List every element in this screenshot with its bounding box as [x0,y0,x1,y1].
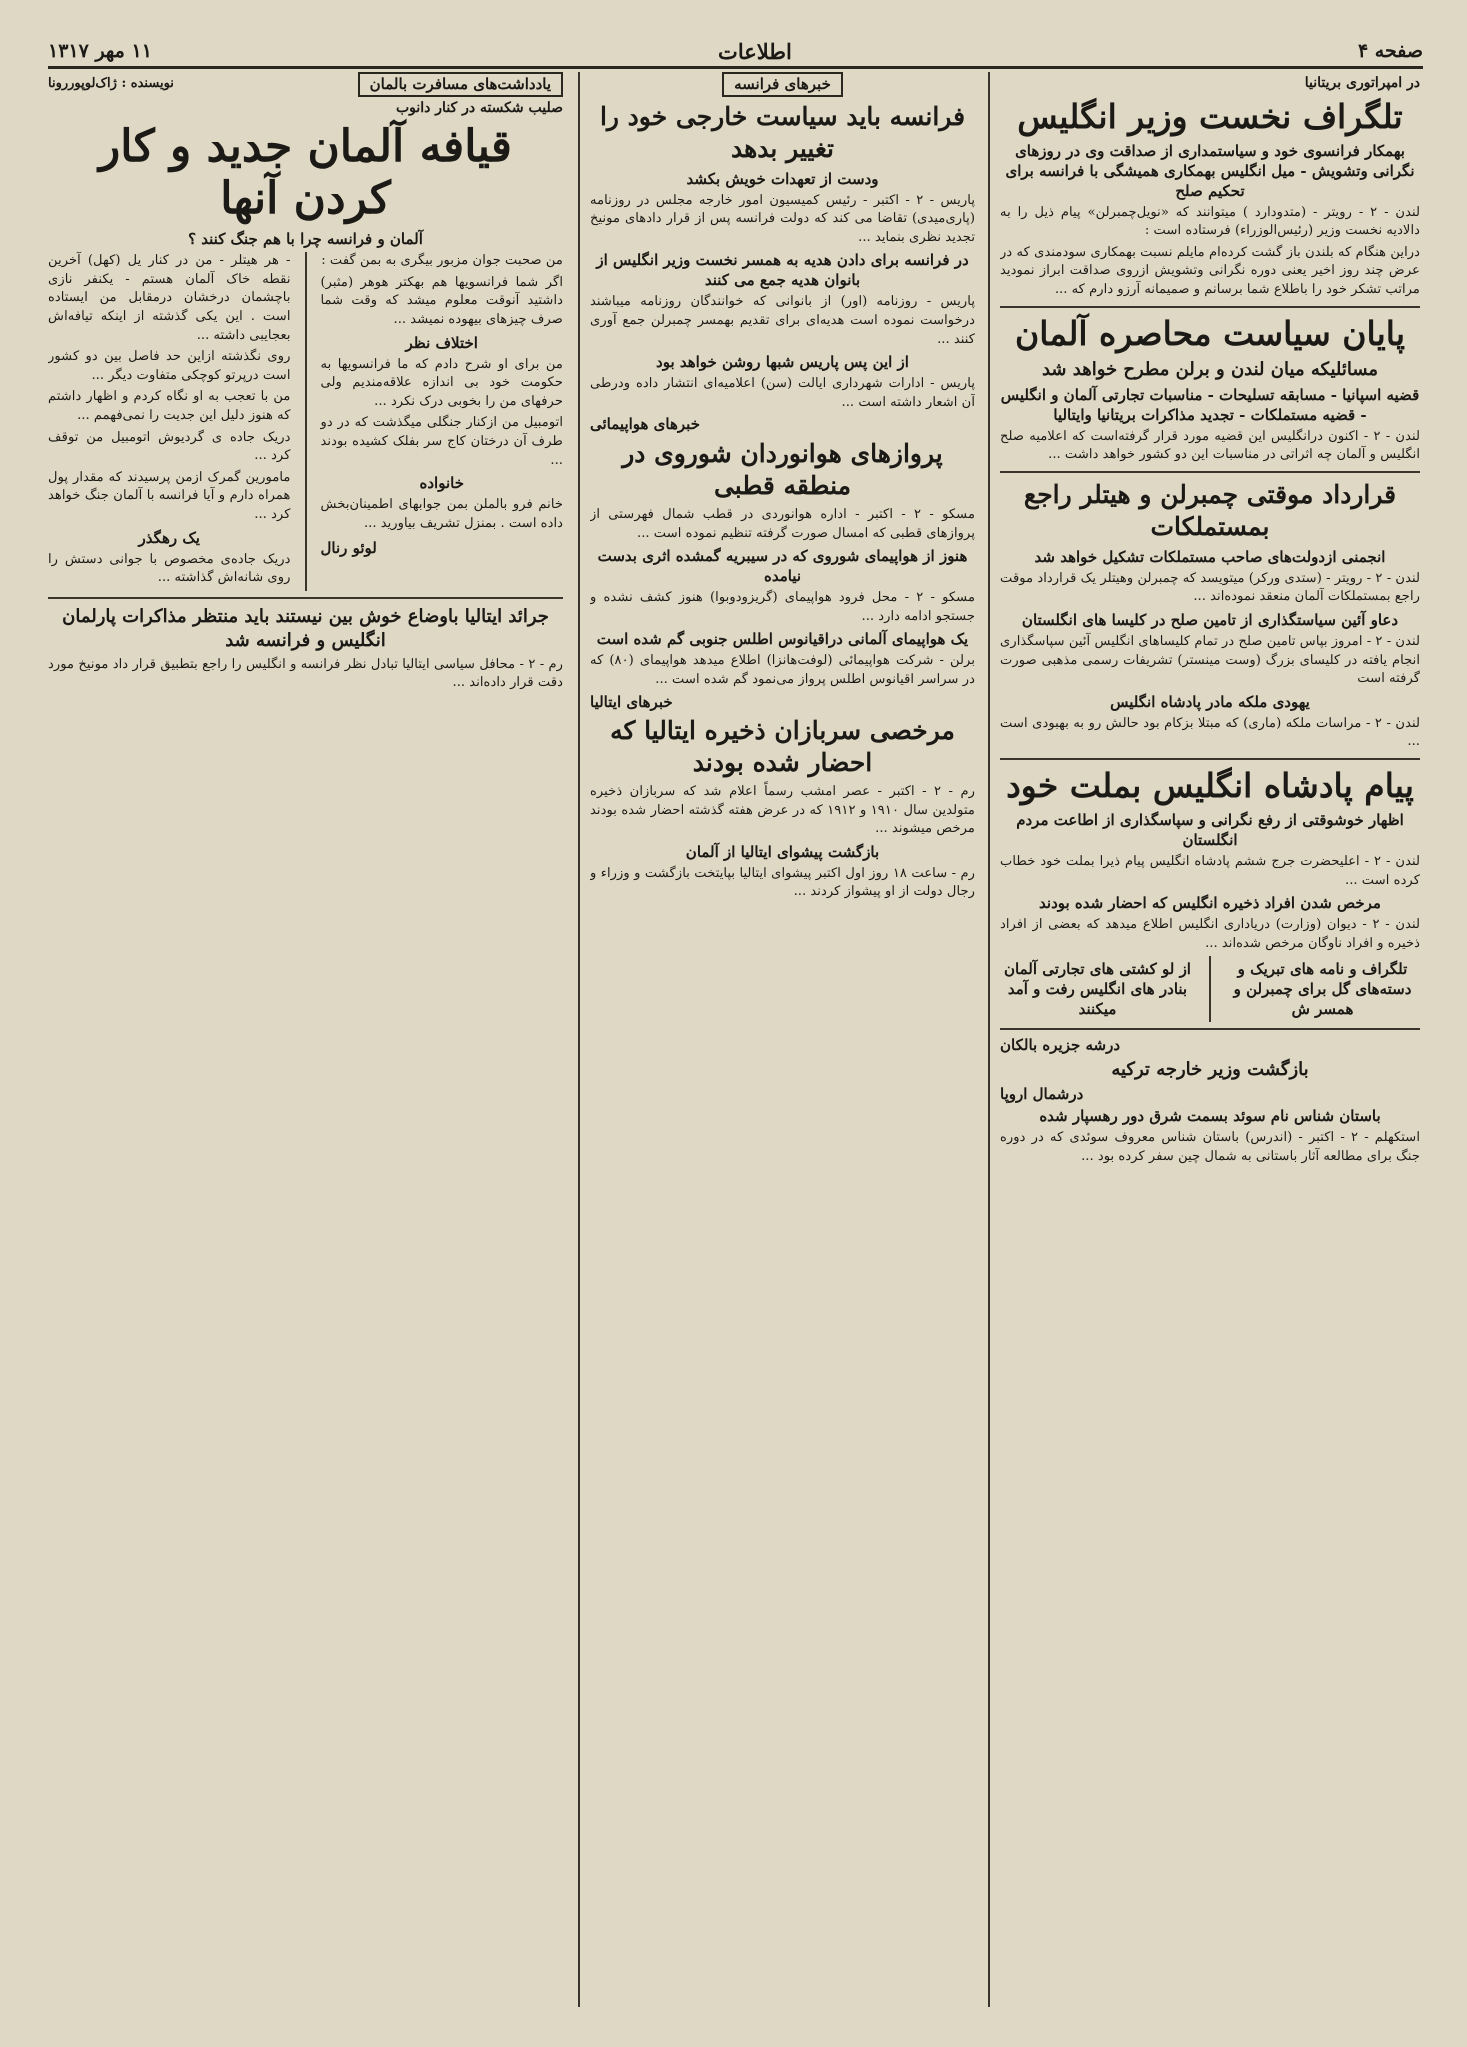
issue-date: ۱۱ مهر ۱۳۱۷ [48,40,152,62]
subheadline-inset-chamberlain: تلگراف و نامه های تبریک و دسته‌های گل برای چمبرلن و همسر ش [1233,960,1412,1019]
subheadline-duce-return: بازگشت پیشوای ایتالیا از آلمان [685,842,880,861]
article-paragraph: لندن - ۲ - مراسات ملکه (ماری) که مبتلا بزکام بود حالش رو به بهبودی است ... [1000,715,1420,750]
section-tag-travel: یادداشت‌های مسافرت بالمان [358,72,563,97]
divider [1000,306,1420,308]
article-paragraph: اتومبیل من ازکنار جنگلی میگذشت که در دو طرف آن درختان کاج سر بفلک کشیده بودند ... [320,415,563,468]
subheadline-gift: در فرانسه برای دادن هدیه به همسر نخست وزیر انگلیس از بانوان هدیه جمع می کنند [596,251,969,290]
column-germany-notes [48,72,563,2007]
article-paragraph: دریک جاده‌ی مخصوص با جوانی دستش را روی شانه‌اش گذاشته ... [48,551,291,586]
section-kicker: در امپراتوری بریتانیا [1304,75,1420,91]
section-tag-italy: خبرهای ایتالیا [590,692,673,711]
divider [1000,471,1420,473]
section-tag-north-europe: درشمال اروپا [1000,1084,1084,1103]
headline-encirclement: پایان سیاست محاصره آلمان [1014,313,1406,353]
subheadline-king-message: اظهار خوشوقتی از رفع نگرانی و سپاسگذاری از اطاعت مردم انگلستان [1016,810,1404,849]
article-paragraph: - هر هیتلر - من در کنار یل (کهل) آخرین نقطه خاک آلمان هستم - یکنفر نازی باچشمان درخشان درمقابل من ایستاده است . این یکی گذشته از اینکه تیافه‌اش بعجایبی داشته ... [48,253,291,343]
article-paragraph: لندن - ۲ - رویتر - (متدودارد ) میتوانند که «نویل‌چمبرلن» پیام ذیل را به دالادیه نخست وزیر (رئیس‌الوزراء) فرستاده است : [1000,204,1420,239]
subheadline-disagreement: اختلاف نظر [405,333,478,352]
subheadline-archaeologist: باستان شناس نام سوئد بسمت شرق دور رهسپار شده [1039,1107,1381,1126]
article-paragraph: پاریس - ادارات شهرداری ایالت (سن) اعلامیه‌ای انتشار داده ودرطی آن اشعار داشته است ... [590,376,975,410]
subheadline-why-war: آلمان و فرانسه چرا با هم جنگ کنند ؟ [188,230,423,249]
subheadline-issues: قضیه اسپانیا - مسابقه تسلیحات - مناسبات تجارتی آلمان و انگلیس - قضیه مستملکات - تجدید مذاکرات بریتانیا وایتالیا [1000,385,1420,424]
article-paragraph: مامورین گمرک ازمن پرسیدند که مقدار پول همراه دارم و آیا فرانسه با آلمان جنگ خواهد کرد ... [48,469,291,522]
subheadline-inset-ships: از لو کشتی های تجارتی آلمان بنادر های انگلیس رفت و آمد میکنند [1004,960,1191,1019]
section-tag-aviation: خبرهای هواپیمائی [590,415,700,434]
article-paragraph: استکهلم - ۲ - اکتبر - (اندرس) باستان شناس معروف سوئدی که در دوره جنگ برای مطالعه آثار باستانی به شمال چین سفر کرده بود ... [1000,1130,1420,1165]
article-paragraph: رم - ۲ - محافل سیاسی ایتالیا تبادل نظر فرانسه و انگلیس را راجع بتطبیق قرار داد مونیخ مورد دقت قرار داده‌اند ... [48,656,563,691]
article-paragraph: روی نگذشته ازاین حد فاصل بین دو کشور است درپرتو کوچکی متفاوت دیگر ... [48,349,291,383]
article-paragraph: پاریس - روزنامه (اور) از بانوانی که خوانندگان روزنامه میباشند درخواست نموده است هدیه‌ای برای تقدیم بهمسر چمبرلن جمع آوری کنند ... [590,294,975,347]
article-paragraph: دراین هنگام که بلندن باز گشت کرده‌ام مایلم نسبت بهمکاری سودمندی که در عرض چند روز اخیر یعنی دوره نگرانی وتشویش ازروی صداقت ابراز نمودید مراتب تشکر خود را باطلاع شما برسانم و صمیمانه آرزو دارم که ... [1000,244,1420,297]
subheadline-queen-mother: یهودی ملکه مادر پادشاه انگلیس [1110,692,1310,711]
article-paragraph: رم - ساعت ۱۸ روز اول اکتبر پیشوای ایتالیا بپایتخت بازگشت و وزراء و رجال دولت از او پیشواز کردند ... [590,865,975,900]
subheadline-german-plane: یک هواپیمای آلمانی دراقیانوس اطلس جنوبی گم شده است [596,630,969,649]
column-france [590,72,975,2007]
kicker-danube: صلیب شکسته در کنار دانوب [395,99,563,116]
column-rule [988,72,990,2007]
subheadline-lost-plane: هنوز از هواپیمای شوروی که در سیبریه گمشده اثری بدست نیامده [597,547,968,586]
divider [1000,758,1420,760]
subheadline-colonies: انجمنی ازدولت‌های صاحب مستملکات تشکیل خواهد شد [1034,547,1386,566]
subheadline-passerby: یک رهگذر [138,528,200,547]
subheadline-reserves: مرخص شدن افراد ذخیره انگلیس که احضار شده بودند [1039,894,1381,913]
subheadline-churches: دعاو آئین سیاستگذاری از تامین صلح در کلیسا های انگلستان [1021,610,1399,629]
headline-france-policy: فرانسه باید سیاست خارجی خود را تغییر بدهد [599,101,966,163]
headline-king-message: پیام پادشاه انگلیس بملت خود [1006,765,1414,805]
headline-italy-reserves: مرخصی سربازان ذخیره ایتالیا که احضار شده بودند [610,716,955,778]
article-paragraph: من با تعجب به او نگاه کردم و اظهار داشتم که هنوز دلیل این جدیت را نمی‌فهمم ... [48,389,291,423]
article-paragraph: مسکو - ۲ - محل فرود هواپیمای (گریزودوبوا) هنوز کشف نشده و جستجو ادامه دارد ... [590,590,975,624]
headline-new-germany: قیافه آلمان جدید و کار کردن آنها [99,121,512,225]
signature: لوئو رنال [320,539,377,558]
headline-telegram: تلگراف نخست وزیر انگلیس [1017,96,1403,136]
column-rule [578,72,580,2007]
article-paragraph: رم - ۲ - اکتبر - عصر امشب رسماً اعلام شد که سربازان ذخیره متولدین سال ۱۹۱۰ و ۱۹۱۲ که در عرض هفته گذشته احضار شده بودند مرخص میشوند ... [590,784,975,837]
article-paragraph: لندن - ۲ - اکنون درانگلیس این قضیه مورد قرار گرفته‌است که اعلامیه صلح انگلیس و آلمان چه اثراتی در مناسبات این دو کشور خواهد داشت ... [1000,428,1420,463]
divider [305,252,307,591]
article-paragraph: اگر شما فرانسویها هم بهکتر هوهر (مثبر) داشتید آنوقت معلوم میشد که وقت شما صرف چیزهای بیهوده نمیشد ... [320,274,563,327]
headline-soviet-flights: پروازهای هوانوردان شوروی در منطقه قطبی [622,438,943,500]
divider [1209,956,1211,1022]
column-britain [1000,72,1420,2007]
article-paragraph: لندن - ۲ - دیوان (وزارت) دریاداری انگلیس اطلاع میدهد که بعضی از افراد ذخیره و افراد ناوگان مرخص شده‌اند ... [1000,917,1420,951]
subheadline-france-policy: ودست از تعهدات خویش بکشد [686,169,879,188]
subheadline-telegram: بهمکار فرانسوی خود و سیاستمداری از صداقت وی در روزهای نگرانی وتشویش - میل انگلیس بهمکاری همیشگی با فرانسه برای تحکیم صلح [1005,141,1415,200]
divider [1000,1028,1420,1030]
article-columns [48,252,563,591]
subheadline-london-berlin: مسائلیکه میان لندن و برلن مطرح خواهد شد [1041,358,1379,380]
headline-italian-press: جرائد ایتالیا باوضاع خوش بین نیستند باید منتظر مذاکرات پارلمان انگلیس و فرانسه شد [62,605,549,651]
inset-boxes [1000,956,1420,1022]
page-number: صفحه ۴ [1357,40,1423,62]
article-paragraph: مسکو - ۲ - اکتبر - اداره هوانوردی در قطب شمال فهرستی از پروازهای قطبی که امسال صورت گرفته تنظیم نموده است ... [590,506,975,541]
section-tag-france: خبرهای فرانسه [722,72,843,97]
headline-colonies: قرارداد موقتی چمبرلن و هیتلر راجع بمستملکات [1023,479,1397,541]
subheadline-turkish-minister: بازگشت وزیر خارجه ترکیه [1111,1058,1309,1080]
subheadline-paris-lights: از این پس پاریس شبها روشن خواهد بود [656,353,909,372]
article-paragraph: پاریس - ۲ - اکتبر - رئیس کمیسیون امور خارجه مجلس در روزنامه (پاری‌میدی) تقاضا می کند که دولت فرانسه پس از قرار دادهای مونیخ تجدید نظری بنماید ... [590,192,975,245]
page-header [48,36,1423,69]
article-paragraph: من برای او شرح دادم که ما فرانسویها به حکومت خود بی اندازه علاقه‌مندیم ولی حرفهای من را بخوبی درک نکرد ... [320,356,563,409]
article-paragraph: خانم فرو بالملن بمن جوابهای اطمینان‌بخش داده است . بمنزل تشریف بیاورید ... [320,497,563,531]
article-paragraph: لندن - ۲ - رویتر - (ستدی ورکر) میتویسد که چمبرلن وهیتلر یک قرارداد موقت راجع بمستملکات آلمان منعقد نموده‌اند ... [1000,570,1420,605]
article-paragraph: لندن - ۲ - اعلیحضرت جرج ششم پادشاه انگلیس پیام ذیرا بملت خود خطاب کرده است ... [1000,853,1420,888]
article-paragraph: لندن - ۲ - امروز بپاس تامین صلح در تمام کلیساهای انگلیس آئین سپاسگذاری انجام یافته در کلیسای بزرگ (وست مینستر) تشریفات رسمی مذهبی صورت گرفته است [1000,633,1420,687]
newspaper-name: اطلاعات [718,38,792,64]
article-paragraph: دریک جاده ی گردیوش اتومبیل من توقف کرد ... [48,429,291,464]
subheadline-family: خانواده [419,474,464,493]
section-tag-balkans: درشه جزیره بالکان [1000,1036,1121,1055]
divider [48,597,563,599]
author-byline: نویسنده : ژاک‌لوپوررونا [48,76,174,91]
article-paragraph: من صحبت جوان مزبور بیگری به بمن گفت : [321,253,563,269]
article-paragraph: برلن - شرکت هواپیمائی (لوفت‌هانزا) اطلاع میدهد هواپیمای (۸۰) که در سراسر اقیانوس اطلس پرواز می‌نمود گم شده است ... [590,653,975,687]
